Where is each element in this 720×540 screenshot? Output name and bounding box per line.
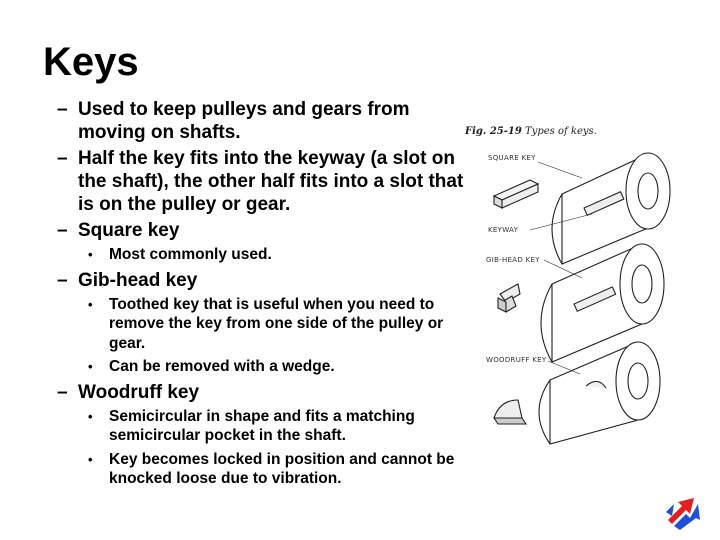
- keys-figure: [462, 118, 694, 446]
- bullet-item: [57, 269, 467, 292]
- bullet-marker: •: [88, 451, 93, 467]
- bullet-marker: •: [88, 359, 93, 374]
- dash-marker: –: [57, 148, 68, 169]
- bullet-text: Square key: [78, 220, 180, 241]
- bullet-list: [57, 98, 467, 493]
- dash-marker: –: [57, 269, 68, 291]
- sub-bullet-item: [88, 407, 467, 446]
- keys-illustration: [462, 118, 694, 446]
- bullet-text: Half the key fits into the keyway (a slot on the shaft), the other half fits into a slot that is on the pulley or gear.: [78, 148, 464, 215]
- arrow-logo-icon: [664, 490, 704, 530]
- sub-bullet-text: Most commonly used.: [109, 246, 272, 263]
- dash-marker: –: [57, 381, 68, 403]
- sub-bullet-item: [88, 450, 467, 489]
- figure-number: Fig. 25-19: [465, 126, 522, 137]
- sub-bullet-item: [88, 295, 467, 354]
- slide-title: Keys: [43, 40, 139, 84]
- sub-bullet-text: Key becomes locked in position and cannot be knocked loose due to vibration.: [109, 450, 455, 487]
- bullet-text: Gib-head key: [78, 269, 198, 291]
- bullet-item: [57, 219, 467, 242]
- sub-bullet-text: Semicircular in shape and fits a matching semicircular pocket in the shaft.: [109, 407, 415, 444]
- sub-bullet-text: Toothed key that is useful when you need to remove the key from one side of the pulley or gear.: [109, 295, 444, 352]
- bullet-item: [57, 381, 467, 404]
- figure-caption-text: Types of keys.: [525, 126, 597, 137]
- sub-bullet-item: [88, 245, 467, 265]
- bullet-item: [57, 98, 467, 144]
- sub-bullet-text: Can be removed with a wedge.: [109, 358, 335, 375]
- bullet-text: Used to keep pulleys and gears from moving on shafts.: [78, 99, 410, 143]
- gib-head-key-label: GIB-HEAD KEY: [486, 256, 540, 264]
- square-key-label: SQUARE KEY: [488, 154, 536, 162]
- keyway-label: KEYWAY: [488, 226, 519, 234]
- bullet-marker: •: [88, 296, 93, 312]
- bullet-text: Woodruff key: [78, 381, 200, 403]
- sub-bullet-item: [88, 357, 467, 377]
- bullet-marker: •: [88, 408, 93, 424]
- dash-marker: –: [57, 220, 68, 241]
- dash-marker: –: [57, 99, 68, 120]
- woodruff-key-label: WOODRUFF KEY: [486, 356, 547, 364]
- bullet-item: [57, 147, 467, 216]
- bullet-marker: •: [88, 247, 93, 262]
